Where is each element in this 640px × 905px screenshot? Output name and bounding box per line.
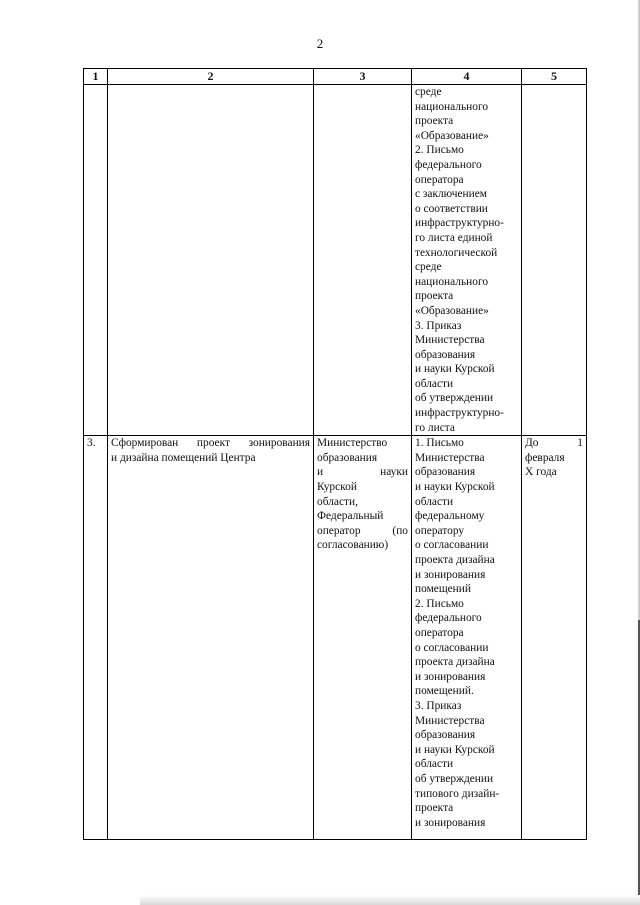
header-col-4: 4 bbox=[412, 69, 522, 85]
cell-documents-continued-line: инфраструктурно- bbox=[415, 407, 504, 420]
cell-documents-line: и зонирования bbox=[415, 568, 486, 581]
cell-documents-continued-line: об утверждении bbox=[415, 392, 494, 405]
cell-documents-line: 1. Письмо bbox=[415, 437, 464, 450]
cell-documents-continued-line: «Образование» bbox=[415, 129, 489, 142]
cell-task bbox=[108, 436, 314, 840]
cell-num-empty bbox=[84, 85, 108, 436]
cell-documents-continued-line: го листа единой bbox=[415, 231, 493, 244]
cell-documents-line: Министерства bbox=[415, 714, 485, 727]
page-number: 2 bbox=[316, 36, 324, 51]
cell-documents-line: о согласовании bbox=[415, 539, 489, 552]
cell-documents-line: области bbox=[415, 758, 454, 771]
cell-documents-continued-line: федерального bbox=[415, 158, 482, 171]
scan-bottom-shadow bbox=[140, 895, 640, 905]
responsible-line-2: образования bbox=[317, 451, 378, 464]
cell-documents-continued-line: национального bbox=[415, 275, 489, 288]
cell-task-empty bbox=[108, 85, 314, 436]
cell-documents-continued-line: с заключением bbox=[415, 188, 487, 201]
responsible-line-1: Министерство bbox=[317, 437, 388, 450]
cell-documents-line: типового дизайн- bbox=[415, 787, 500, 800]
cell-deadline bbox=[522, 436, 587, 840]
cell-documents-continued-line: проекта bbox=[415, 290, 454, 303]
cell-documents-continued-line: среде bbox=[415, 86, 442, 98]
deadline-line-1: До 1 bbox=[525, 437, 583, 450]
responsible-line-8: согласованию) bbox=[317, 539, 389, 552]
cell-documents-continued-line: Министерства bbox=[415, 334, 485, 347]
header-col-2: 2 bbox=[108, 69, 314, 85]
header-col-3: 3 bbox=[314, 69, 412, 85]
cell-documents-line: федерального bbox=[415, 612, 482, 625]
responsible-line-5: области, bbox=[317, 495, 358, 508]
responsible-line-4: Курской bbox=[317, 481, 357, 494]
cell-documents-continued-line: проекта bbox=[415, 115, 454, 128]
cell-documents-line: помещений bbox=[415, 583, 471, 596]
cell-documents-line: проекта bbox=[415, 802, 454, 815]
cell-documents-line: об утверждении bbox=[415, 772, 494, 785]
cell-documents-line: о согласовании bbox=[415, 641, 489, 654]
table-row-3 bbox=[84, 436, 587, 840]
header-col-1: 1 bbox=[84, 69, 108, 85]
cell-documents-line: 2. Письмо bbox=[415, 597, 464, 610]
cell-documents-continued-line: го листа bbox=[415, 421, 455, 434]
responsible-line-3: и науки bbox=[317, 466, 408, 479]
cell-documents-continued-line: национального bbox=[415, 100, 489, 113]
table-header-row bbox=[84, 69, 587, 85]
cell-documents-continued-line: 3. Приказ bbox=[415, 319, 462, 332]
cell-documents-continued-line: о соответствии bbox=[415, 202, 488, 215]
cell-documents-line: образования bbox=[415, 466, 476, 479]
cell-documents-continued-line: оператора bbox=[415, 173, 464, 186]
deadline-line-2: февраля bbox=[525, 451, 565, 464]
cell-documents-line: 3. Приказ bbox=[415, 699, 462, 712]
cell-documents-line: и зонирования bbox=[415, 816, 486, 829]
cell-documents-continued-line: среде bbox=[415, 261, 442, 274]
cell-documents bbox=[412, 436, 522, 840]
cell-documents-continued-line: технологической bbox=[415, 246, 498, 259]
cell-documents-line: и зонирования bbox=[415, 670, 486, 683]
responsible-line-7: оператор (по bbox=[317, 524, 408, 537]
cell-documents-line: Министерства bbox=[415, 451, 485, 464]
cell-responsible-empty bbox=[314, 85, 412, 436]
cell-documents-continued-line: образования bbox=[415, 348, 476, 361]
deadline-line-3: X года bbox=[525, 466, 557, 479]
plan-table bbox=[83, 68, 587, 840]
cell-documents-line: оператора bbox=[415, 626, 464, 639]
cell-documents-line: федеральному bbox=[415, 510, 485, 523]
cell-documents-continued-line: 2. Письмо bbox=[415, 144, 464, 157]
cell-deadline-empty bbox=[522, 85, 587, 436]
cell-documents-line: проекта дизайна bbox=[415, 656, 495, 669]
task-line-2: и дизайна помещений Центра bbox=[111, 451, 256, 464]
header-col-5: 5 bbox=[522, 69, 587, 85]
cell-documents-line: проекта дизайна bbox=[415, 554, 495, 566]
cell-documents-line: помещений. bbox=[415, 685, 474, 698]
table-row-continued bbox=[84, 85, 587, 436]
cell-row-number: 3. bbox=[84, 436, 108, 840]
task-line-1: Сформирован проект зонирования bbox=[111, 437, 310, 450]
cell-documents-continued bbox=[412, 85, 522, 436]
cell-responsible bbox=[314, 436, 412, 840]
cell-documents-line: области bbox=[415, 495, 454, 508]
cell-documents-line: оператору bbox=[415, 524, 465, 537]
cell-documents-continued-line: области bbox=[415, 377, 454, 390]
cell-documents-continued-line: инфраструктурно- bbox=[415, 217, 504, 230]
responsible-line-6: Федеральный bbox=[317, 510, 384, 523]
cell-documents-continued-line: и науки Курской bbox=[415, 363, 495, 376]
cell-documents-continued-line: «Образование» bbox=[415, 304, 489, 317]
cell-documents-line: образования bbox=[415, 729, 476, 742]
cell-documents-line: и науки Курской bbox=[415, 481, 495, 494]
cell-documents-line: и науки Курской bbox=[415, 743, 495, 756]
